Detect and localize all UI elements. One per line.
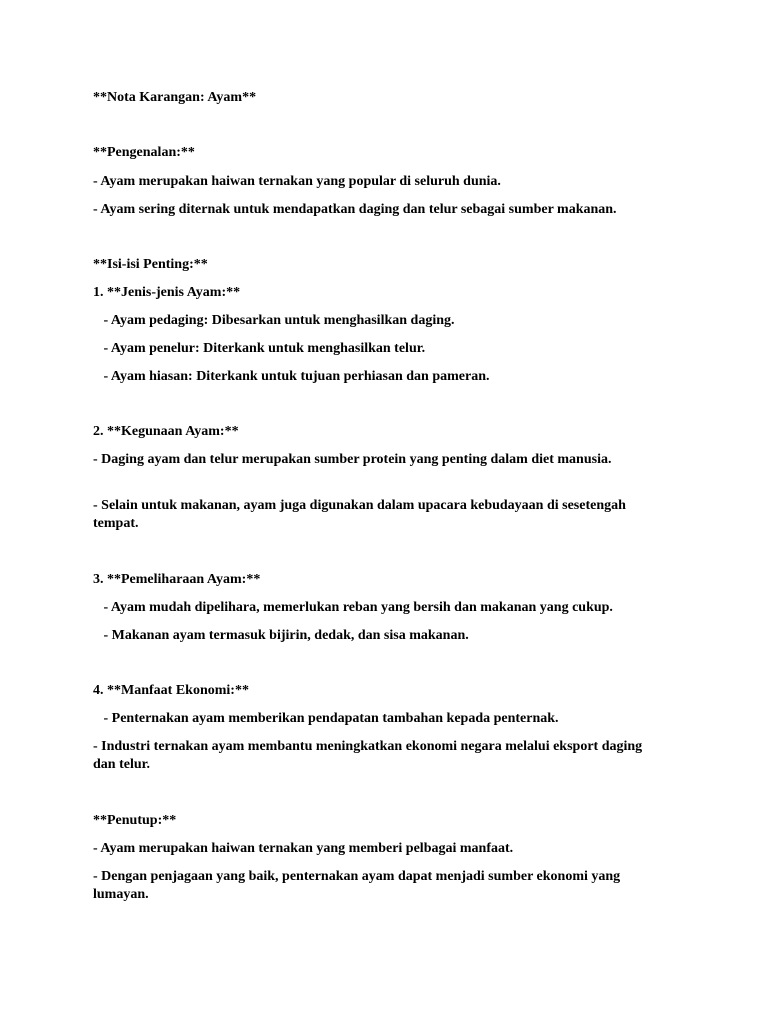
section-line: - Ayam hiasan: Diterkank untuk tujuan perhiasan dan pameran. bbox=[93, 369, 490, 384]
section-line: - Makanan ayam termasuk bijirin, dedak, dan sisa makanan. bbox=[93, 628, 469, 643]
section-line: - Penternakan ayam memberikan pendapatan tambahan kepada penternak. bbox=[93, 711, 559, 726]
section-line: - Industri ternakan ayam membantu meningkatkan ekonomi negara melalui eksport daging dan telur. bbox=[93, 739, 643, 772]
section-heading: 2. **Kegunaan Ayam:** bbox=[93, 424, 239, 439]
section-heading: 1. **Jenis-jenis Ayam:** bbox=[93, 285, 241, 300]
intro-heading: **Pengenalan:** bbox=[93, 145, 195, 160]
intro-line: - Ayam sering diternak untuk mendapatkan daging dan telur sebagai sumber makanan. bbox=[93, 202, 617, 217]
body-heading: **Isi-isi Penting:** bbox=[93, 257, 208, 272]
intro-line: - Ayam merupakan haiwan ternakan yang popular di seluruh dunia. bbox=[93, 174, 501, 189]
closing-heading: **Penutup:** bbox=[93, 813, 177, 828]
section-line: - Ayam penelur: Diterkank untuk menghasilkan telur. bbox=[93, 341, 426, 356]
document-title: **Nota Karangan: Ayam** bbox=[93, 90, 257, 105]
closing-line: - Dengan penjagaan yang baik, penternakan ayam dapat menjadi sumber ekonomi yang lumayan. bbox=[93, 869, 621, 902]
section-heading: 3. **Pemeliharaan Ayam:** bbox=[93, 572, 261, 587]
closing-line: - Ayam merupakan haiwan ternakan yang memberi pelbagai manfaat. bbox=[93, 841, 514, 856]
section-heading: 4. **Manfaat Ekonomi:** bbox=[93, 683, 249, 698]
section-line: - Ayam mudah dipelihara, memerlukan reban yang bersih dan makanan yang cukup. bbox=[93, 600, 613, 615]
section-line: - Selain untuk makanan, ayam juga digunakan dalam upacara kebudayaan di sesetengah tempat. bbox=[93, 498, 626, 531]
section-line: - Ayam pedaging: Dibesarkan untuk menghasilkan daging. bbox=[93, 313, 455, 328]
section-line: - Daging ayam dan telur merupakan sumber protein yang penting dalam diet manusia. bbox=[93, 452, 612, 467]
